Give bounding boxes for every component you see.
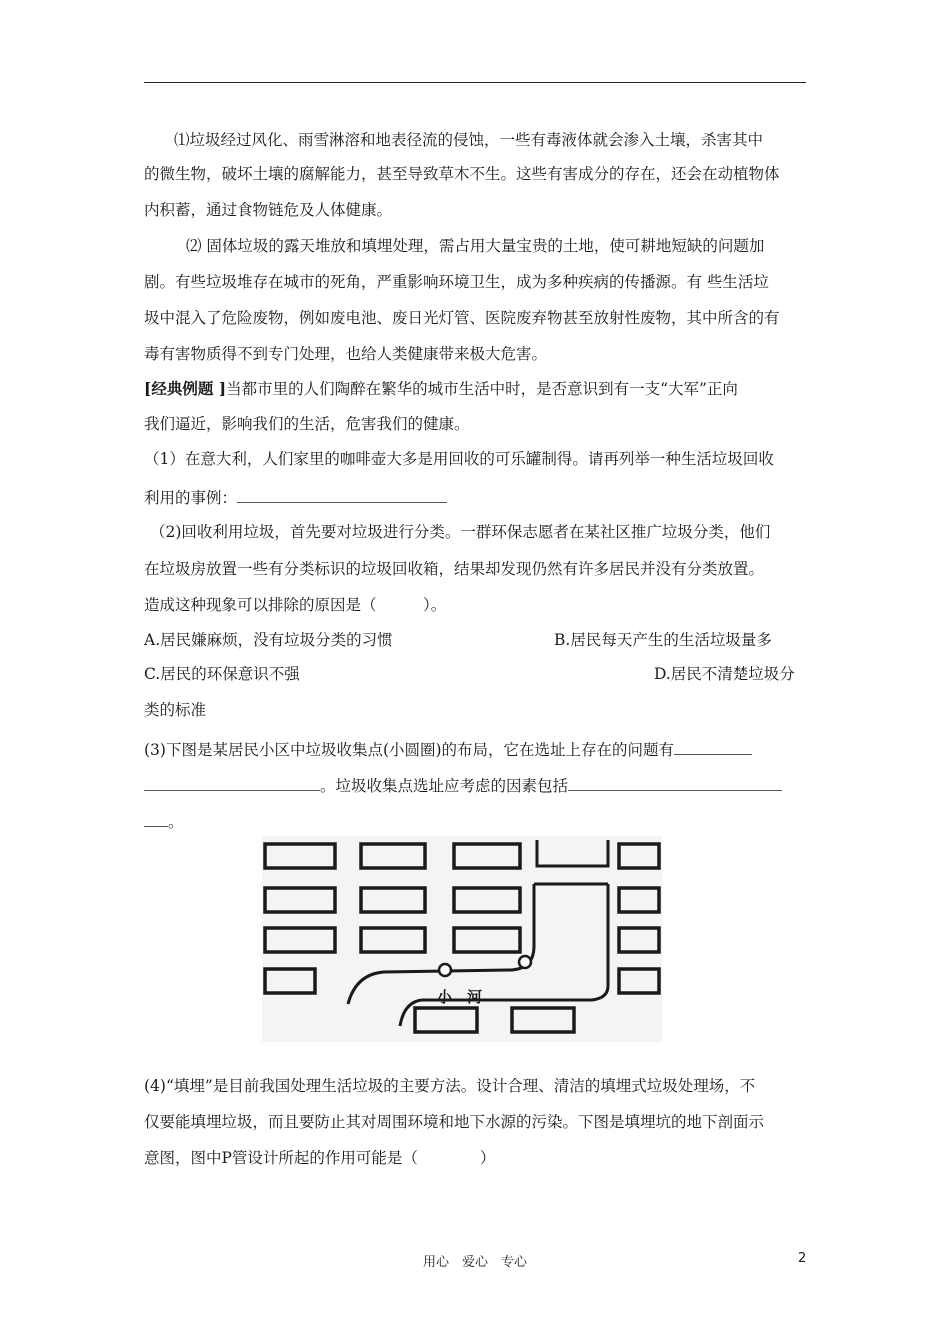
building <box>361 888 425 912</box>
building <box>454 888 520 912</box>
p2-line-1: ⑵ 固体垃圾的露天堆放和填埋处理，需占用大量宝贵的土地，使可耕地短缺的问题加 <box>186 237 765 255</box>
building <box>415 1008 477 1032</box>
p2-line-4: 毒有害物质得不到专门处理，也给人类健康带来极大危害。 <box>144 345 548 363</box>
building <box>361 928 425 952</box>
building <box>265 969 315 993</box>
example-tag: [经典例题 ] <box>144 379 227 398</box>
page-number: 2 <box>798 1251 807 1266</box>
layout-diagram <box>262 836 662 1042</box>
building <box>512 1008 574 1032</box>
q4-line-2: 仅要能填埋垃圾，而且要防止其对周围环境和地下水源的污染。下图是填埋坑的地下剖面示 <box>144 1113 765 1131</box>
q3-prompt: (3)下图是某居民小区中垃圾收集点(小圆圈)的布局，它在选址上存在的问题有 <box>144 741 675 759</box>
q3-line-3 <box>144 810 184 832</box>
example-line-1 <box>144 379 738 399</box>
header-rule <box>144 82 806 83</box>
q3-end-mark: 。 <box>168 813 184 831</box>
collection-point <box>519 956 531 968</box>
building <box>619 844 659 868</box>
q3-line-1 <box>144 738 752 760</box>
building <box>454 928 520 952</box>
q3-problem-blank[interactable] <box>674 738 752 755</box>
q2-line-2: 在垃圾房放置一些有分类标识的垃圾回收箱，结果却发现仍然有许多居民并没有分类放置。 <box>144 560 765 578</box>
p1-line-2: 的微生物，破坏土壤的腐解能力，甚至导致草木不生。这些有害成分的存在，还会在动植物体 <box>144 165 780 183</box>
q2-option-c[interactable]: C.居民的环保意识不强 <box>144 665 300 683</box>
q2-line-3: 造成这种现象可以排除的原因是（ ）。 <box>144 596 447 614</box>
q2-line-1: （2)回收利用垃圾，首先要对垃圾进行分类。一群环保志愿者在某社区推广垃圾分类，他们 <box>150 523 771 541</box>
building <box>619 888 659 912</box>
building <box>619 928 659 952</box>
collection-point <box>439 964 451 976</box>
p2-line-3: 圾中混入了危险废物，例如废电池、废日光灯管、医院废弃物甚至放射性废物，其中所含的有 <box>144 309 780 327</box>
p1-line-3: 内积蓄，通过食物链危及人体健康。 <box>144 201 393 219</box>
p1-line-1: ⑴垃圾经过风化、雨雪淋溶和地表径流的侵蚀，一些有毒液体就会渗入土壤，杀害其中 <box>174 131 764 149</box>
q1-answer-blank[interactable] <box>237 486 447 503</box>
example-line-2: 我们逼近，影响我们的生活，危害我们的健康。 <box>144 415 470 433</box>
building <box>361 844 425 868</box>
building <box>619 969 659 993</box>
q2-option-d-continued: 类的标准 <box>144 701 207 719</box>
q3-line-2 <box>144 774 782 796</box>
q4-line-1: (4)“填埋”是目前我国处理生活垃圾的主要方法。设计合理、清洁的填埋式垃圾处理场，不 <box>144 1077 756 1095</box>
q1-line-1: （1）在意大利，人们家里的咖啡壶大多是用回收的可乐罐制得。请再列举一种生活垃圾回收 <box>144 450 774 468</box>
q3-factors-blank[interactable] <box>568 774 782 791</box>
q3-problem-blank-cont[interactable] <box>144 774 320 791</box>
building <box>265 888 335 912</box>
p2-line-2: 剧。有些垃圾堆存在城市的死角，严重影响环境卫生，成为多种疾病的传播源。有 些生活垃 <box>144 273 769 291</box>
building <box>265 928 335 952</box>
building <box>454 844 520 868</box>
q2-option-a[interactable]: A.居民嫌麻烦，没有垃圾分类的习惯 <box>144 631 393 649</box>
q3-factors-blank-cont[interactable] <box>144 810 168 827</box>
example-intro: 当都市里的人们陶醉在繁华的城市生活中时，是否意识到有一支“大军”正向 <box>226 380 738 398</box>
building <box>265 844 335 868</box>
q1-prompt: 利用的事例： <box>144 489 238 507</box>
river-label: 小 河 <box>437 988 483 1006</box>
footer-motto: 用心 爱心 专心 <box>422 1255 527 1270</box>
q1-line-2 <box>144 486 447 508</box>
q3-factors-prompt: 。垃圾收集点选址应考虑的因素包括 <box>320 777 569 795</box>
residential-layout-map <box>262 836 662 1042</box>
q4-line-3: 意图，图中P管设计所起的作用可能是（ ） <box>144 1149 496 1167</box>
q2-option-d[interactable]: D.居民不清楚垃圾分 <box>654 665 795 683</box>
q2-option-b[interactable]: B.居民每天产生的生活垃圾量多 <box>554 631 772 649</box>
